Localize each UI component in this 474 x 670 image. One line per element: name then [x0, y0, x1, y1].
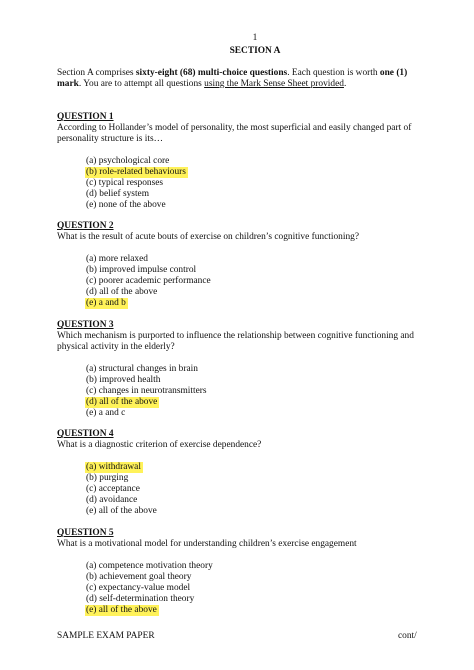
option-item [85, 484, 429, 495]
option-item [85, 506, 429, 517]
option-item [85, 386, 429, 397]
option-c: (c) typical responses [86, 178, 164, 188]
option-item [85, 594, 429, 605]
option-list [85, 462, 429, 517]
question-heading: QUESTION 4 [57, 429, 114, 439]
option-a: (a) psychological core [86, 156, 170, 166]
question-heading: QUESTION 3 [57, 320, 114, 330]
question-4 [57, 429, 429, 517]
section-intro [57, 68, 429, 90]
option-item [85, 265, 429, 276]
intro-bold-mark-value: one (1) mark [57, 68, 408, 89]
question-3 [57, 320, 429, 419]
footer-label: SAMPLE EXAM PAPER [57, 631, 155, 641]
option-item [85, 495, 429, 506]
option-list [85, 254, 429, 309]
intro-bold-question-count: sixty-eight (68) multi-choice questions [135, 68, 288, 78]
question-1 [57, 112, 429, 211]
option-c: (c) expectancy-value model [86, 583, 191, 593]
question-2 [57, 221, 429, 309]
option-a-highlighted: (a) withdrawal [86, 462, 141, 472]
option-b: (b) purging [86, 473, 129, 483]
option-a: (a) structural changes in brain [86, 364, 198, 374]
option-d: (d) belief system [86, 189, 150, 199]
option-c: (c) changes in neurotransmitters [86, 386, 207, 396]
option-d-highlighted: (d) all of the above [86, 397, 158, 407]
page-number: 1 [252, 33, 258, 43]
option-d: (d) all of the above [86, 287, 158, 297]
option-item [85, 408, 429, 419]
footer-continued: cont/ [398, 631, 417, 641]
intro-text-4: . [343, 79, 347, 89]
question-text: What is the result of acute bouts of exercise on children’s cognitive functioning? [57, 232, 359, 242]
option-d: (d) avoidance [86, 495, 138, 505]
option-item [85, 605, 429, 616]
option-item [85, 254, 429, 265]
option-b: (b) improved health [86, 375, 161, 385]
option-item [85, 276, 429, 287]
option-item [85, 561, 429, 572]
question-heading: QUESTION 2 [57, 221, 114, 231]
option-item [85, 298, 429, 309]
option-item [85, 473, 429, 484]
option-item [85, 462, 429, 473]
intro-underline-instruction: using the Mark Sense Sheet provided [204, 79, 344, 89]
option-item [85, 583, 429, 594]
option-item [85, 287, 429, 298]
option-list [85, 156, 429, 211]
option-e: (e) a and c [86, 408, 126, 418]
question-text: Which mechanism is purported to influence the relationship between cognitive functioning and physical activity in the elderly? [57, 331, 414, 352]
option-b: (b) achievement goal theory [86, 572, 192, 582]
option-a: (a) more relaxed [86, 254, 148, 264]
option-e-highlighted: (e) a and b [86, 298, 126, 308]
option-item [85, 364, 429, 375]
option-b: (b) improved impulse control [86, 265, 197, 275]
option-item [85, 156, 429, 167]
intro-text-3: . You are to attempt all questions [78, 79, 205, 89]
question-5 [57, 528, 429, 616]
question-text: What is a diagnostic criterion of exercise dependence? [57, 440, 262, 450]
option-list [85, 364, 429, 419]
option-c: (c) poorer academic performance [86, 276, 211, 286]
option-a: (a) competence motivation theory [86, 561, 213, 571]
question-text: What is a motivational model for understanding children’s exercise engagement [57, 539, 357, 549]
option-item [85, 167, 429, 178]
option-e: (e) none of the above [86, 200, 166, 210]
option-item [85, 189, 429, 200]
option-e: (e) all of the above [86, 506, 157, 516]
option-item [85, 178, 429, 189]
option-item [85, 200, 429, 211]
section-title: SECTION A [229, 46, 281, 56]
option-e-highlighted: (e) all of the above [86, 605, 157, 615]
option-item [85, 572, 429, 583]
question-text: According to Hollander’s model of personality, the most superficial and easily changed part of personality structure is its… [57, 123, 412, 144]
option-item [85, 375, 429, 386]
intro-text-2: . Each question is worth [287, 68, 380, 78]
option-item [85, 397, 429, 408]
option-d: (d) self-determination theory [86, 594, 195, 604]
option-b-highlighted: (b) role-related behaviours [86, 167, 186, 177]
question-heading: QUESTION 5 [57, 528, 114, 538]
option-list [85, 561, 429, 616]
intro-text-1: Section A comprises [57, 68, 136, 78]
option-c: (c) acceptance [86, 484, 140, 494]
question-heading: QUESTION 1 [57, 112, 114, 122]
